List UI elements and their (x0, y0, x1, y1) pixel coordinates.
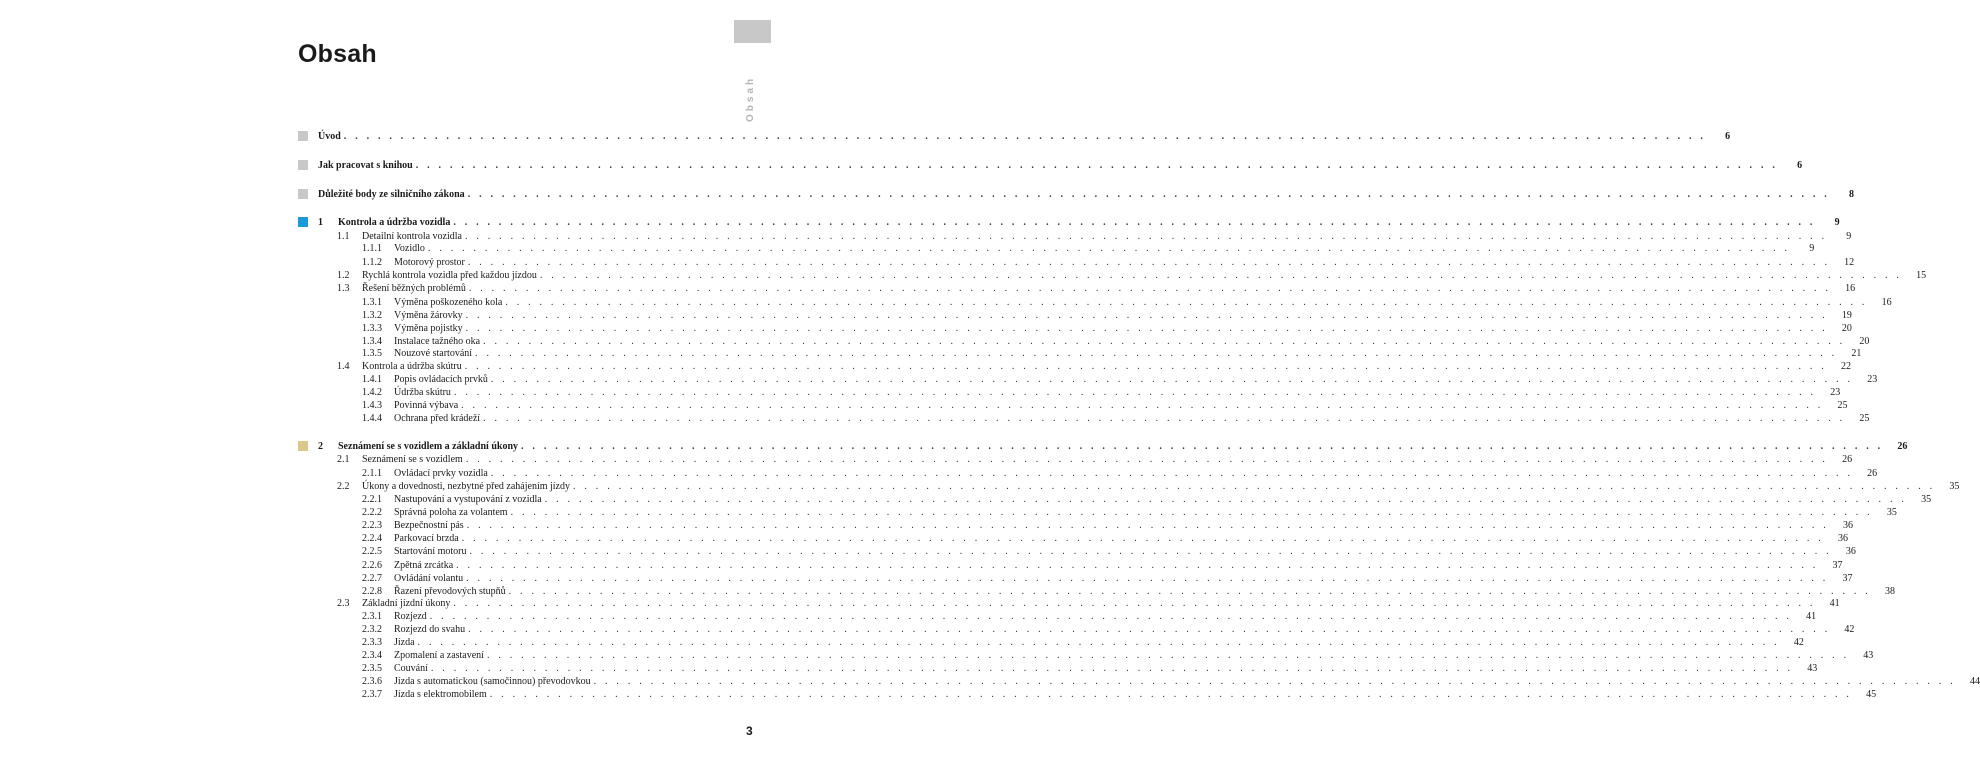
toc-entry[interactable] (362, 662, 1818, 675)
dot-leader: . . . . . . . . . . . . . . . . . . . . . . . . . . . . . . . . . . . . . . . . . . . . . . . . . . . . . . . . . . . . . . . . . . . . . . . . . . . . . . . . . . . . . . . . . . . . . . . . . . . . . . . . . . . . . . . . . . . . . . . . (429, 611, 1793, 622)
page-number: 3 (746, 724, 753, 738)
toc-entry-title: Detailní kontrola vozidla (362, 231, 462, 242)
toc-entry-title: Seznámení se s vozidlem (362, 454, 463, 465)
dot-leader: . . . . . . . . . . . . . . . . . . . . . . . . . . . . . . . . . . . . . . . . . . . . . . . . . . . . . . . . . . . . . . . . . . . . . . . . . . . . . . . . . . . . . . . . . . . . . . . . . . . . . . . . . . . . . . . . . . . . . . . . (508, 586, 1871, 597)
toc-entry[interactable] (362, 675, 1980, 688)
toc-entry[interactable] (362, 623, 1855, 636)
toc-entry-title: Nouzové startování (394, 348, 473, 359)
section-marker-gray (298, 189, 308, 199)
toc-entry-number: 2.2.5 (362, 546, 382, 557)
toc-entry-page: 42 (1844, 624, 1855, 635)
toc-entry-page: 26 (1897, 441, 1908, 452)
toc-entry-number: 1.4.3 (362, 400, 382, 411)
dot-leader: . . . . . . . . . . . . . . . . . . . . . . . . . . . . . . . . . . . . . . . . . . . . . . . . . . . . . . . . . . . . . . . . . . . . . . . . . . . . . . . . . . . . . . . . . . . . . . . . . . . . . . . . . . . . . . . . . . . . . . . . (453, 217, 1816, 228)
toc-entry-page: 12 (1844, 257, 1855, 268)
toc-entry-number: 1.4 (337, 361, 350, 372)
toc-entry-page: 25 (1837, 400, 1848, 411)
toc-entry-page: 16 (1845, 283, 1856, 294)
dot-leader: . . . . . . . . . . . . . . . . . . . . . . . . . . . . . . . . . . . . . . . . . . . . . . . . . . . . . . . . . . . . . . . . . . . . . . . . . . . . . . . . . . . . . . . . . . . . . . . . . . . . . . . . . . . . . . . . . . . . . . . . (468, 624, 1831, 635)
dot-leader: . . . . . . . . . . . . . . . . . . . . . . . . . . . . . . . . . . . . . . . . . . . . . . . . . . . . . . . . . . . . . . . . . . . . . . . . . . . . . . . . . . . . . . . . . . . . . . . . . . . . . . . . . . . . . . . . . . . . . . . . (453, 598, 1816, 609)
dot-leader: . . . . . . . . . . . . . . . . . . . . . . . . . . . . . . . . . . . . . . . . . . . . . . . . . . . . . . . . . . . . . . . . . . . . . . . . . . . . . . . . . . . . . . . . . . . . . . . . . . . . . . . . . . . . . . . . . . . . . . . . (544, 494, 1908, 505)
toc-entry-page: 37 (1832, 560, 1843, 571)
dot-leader: . . . . . . . . . . . . . . . . . . . . . . . . . . . . . . . . . . . . . . . . . . . . . . . . . . . . . . . . . . . . . . . . . . . . . . . . . . . . . . . . . . . . . . . . . . . . . . . . . . . . . . . . . . . . . . . . . . . . . . . . (466, 520, 1830, 531)
dot-leader: . . . . . . . . . . . . . . . . . . . . . . . . . . . . . . . . . . . . . . . . . . . . . . . . . . . . . . . . . . . . . . . . . . . . . . . . . . . . . . . . . . . . . . . . . . . . . . . . . . . . . . . . . . . . . . . . . . . . . . . . (489, 689, 1853, 700)
toc-entry[interactable] (337, 269, 1927, 282)
toc-entry-title: Jízda (394, 637, 415, 648)
dot-leader: . . . . . . . . . . . . . . . . . . . . . . . . . . . . . . . . . . . . . . . . . . . . . . . . . . . . . . . . . . . . . . . . . . . . . . . . . . . . . . . . . . . . . . . . . . . . . . . . . . . . . . . . . . . . . . . . . . . . . . . . (465, 310, 1828, 321)
toc-entry-page: 20 (1859, 336, 1870, 347)
toc-entry[interactable] (362, 347, 1862, 360)
toc-entry-number: 2.3.3 (362, 637, 382, 648)
dot-leader: . . . . . . . . . . . . . . . . . . . . . . . . . . . . . . . . . . . . . . . . . . . . . . . . . . . . . . . . . . . . . . . . . . . . . . . . . . . . . . . . . . . . . . . . . . . . . . . . . . . . . . . . . . . . . . . . . . . . . . . . (453, 387, 1817, 398)
toc-entry[interactable] (362, 519, 1854, 532)
toc-entry-page: 8 (1849, 189, 1854, 200)
side-running-label: Obsah (745, 75, 756, 122)
dot-leader: . . . . . . . . . . . . . . . . . . . . . . . . . . . . . . . . . . . . . . . . . . . . . . . . . . . . . . . . . . . . . . . . . . . . . . . . . . . . . . . . . . . . . . . . . . . . . . . . . . . . . . . . . . . . . . . . . . . . . . . . (461, 533, 1825, 544)
toc-entry-page: 26 (1842, 454, 1853, 465)
toc-entry[interactable] (362, 467, 1878, 480)
toc-entry-title: Výměna pojistky (394, 323, 463, 334)
dot-leader: . . . . . . . . . . . . . . . . . . . . . . . . . . . . . . . . . . . . . . . . . . . . . . . . . . . . . . . . . . . . . . . . . . . . . . . . . . . . . . . . . . . . . . . . . . . . . . . . . . . . . . . . . . . . . . . . . . . . . . . . (464, 361, 1828, 372)
dot-leader: . . . . . . . . . . . . . . . . . . . . . . . . . . . . . . . . . . . . . . . . . . . . . . . . . . . . . . . . . . . . . . . . . . . . . . . . . . . . . . . . . . . . . . . . . . . . . . . . . . . . . . . . . . . . . . . . . . . . . . . . (430, 663, 1794, 674)
toc-entry-number: 2.3.1 (362, 611, 382, 622)
toc-entry-title: Ovládání volantu (394, 573, 464, 584)
toc-entry-number: 2 (318, 441, 323, 452)
dot-leader: . . . . . . . . . . . . . . . . . . . . . . . . . . . . . . . . . . . . . . . . . . . . . . . . . . . . . . . . . . . . . . . . . . . . . . . . . . . . . . . . . . . . . . . . . . . . . . . . . . . . . . . . . . . . . . . . . . . . . . . . (427, 243, 1791, 254)
toc-entry-page: 35 (1886, 507, 1897, 518)
toc-entry[interactable] (337, 453, 1853, 466)
toc-entry-number: 1.2 (337, 270, 350, 281)
toc-entry-title: Vozidlo (394, 243, 425, 254)
toc-entry-number: 1.3.4 (362, 336, 382, 347)
toc-entry-page: 37 (1842, 573, 1853, 584)
toc-entry[interactable] (362, 322, 1852, 335)
dot-leader: . . . . . . . . . . . . . . . . . . . . . . . . . . . . . . . . . . . . . . . . . . . . . . . . . . . . . . . . . . . . . . . . . . . . . . . . . . . . . . . . . . . . . . . . . . . . . . . . . . . . . . . . . . . . . . . . . . . . . . . . (468, 283, 1832, 294)
dot-leader: . . . . . . . . . . . . . . . . . . . . . . . . . . . . . . . . . . . . . . . . . . . . . . . . . . . . . . . . . . . . . . . . . . . . . . . . . . . . . . . . . . . . . . . . . . . . . . . . . . . . . . . . . . . . . . . . . . . . . . . . (461, 400, 1824, 411)
toc-entry[interactable] (362, 242, 1815, 255)
toc-entry-number: 2.2.8 (362, 586, 382, 597)
toc-entry[interactable] (337, 597, 1840, 610)
toc-entry-page: 23 (1830, 387, 1841, 398)
dot-leader: . . . . . . . . . . . . . . . . . . . . . . . . . . . . . . . . . . . . . . . . . . . . . . . . . . . . . . . . . . . . . . . . . . . . . . . . . . . . . . . . . . . . . . . . . . . . . . . . . . . . . . . . . . . . . . . . . . . . . . . . (343, 131, 1707, 142)
toc-entry[interactable] (337, 480, 1960, 493)
toc-entry-page: 9 (1809, 243, 1815, 254)
toc-entry[interactable] (362, 545, 1856, 558)
toc-entry[interactable] (362, 688, 1877, 701)
toc-entry-number: 1.1.1 (362, 243, 382, 254)
toc-entry-number: 1.3.3 (362, 323, 382, 334)
toc-entry-page: 43 (1807, 663, 1818, 674)
toc-entry-page: 45 (1866, 689, 1877, 700)
toc-entry-number: 2.3.6 (362, 676, 382, 687)
toc-entry-number: 2.2.7 (362, 573, 382, 584)
toc-entry-number: 2.2.3 (362, 520, 382, 531)
dot-leader: . . . . . . . . . . . . . . . . . . . . . . . . . . . . . . . . . . . . . . . . . . . . . . . . . . . . . . . . . . . . . . . . . . . . . . . . . . . . . . . . . . . . . . . . . . . . . . . . . . . . . . . . . . . . . . . . . . . . . . . . (467, 257, 1831, 268)
section-marker-blue (298, 217, 308, 227)
toc-entry-number: 2.2.4 (362, 533, 382, 544)
toc-entry-page: 19 (1841, 310, 1852, 321)
toc-entry-title: Ochrana před krádeží (394, 413, 481, 424)
dot-leader: . . . . . . . . . . . . . . . . . . . . . . . . . . . . . . . . . . . . . . . . . . . . . . . . . . . . . . . . . . . . . . . . . . . . . . . . . . . . . . . . . . . . . . . . . . . . . . . . . . . . . . . . . . . . . . . . . . . . . . . . (466, 573, 1829, 584)
toc-entry[interactable] (362, 373, 1878, 386)
section-marker-gray (298, 131, 308, 141)
toc-entry-number: 2.2 (337, 481, 350, 492)
dot-leader: . . . . . . . . . . . . . . . . . . . . . . . . . . . . . . . . . . . . . . . . . . . . . . . . . . . . . . . . . . . . . . . . . . . . . . . . . . . . . . . . . . . . . . . . . . . . . . . . . . . . . . . . . . . . . . . . . . . . . . . . (467, 189, 1830, 200)
toc-entry-title: Úvod (318, 131, 341, 142)
section-marker-gray (298, 160, 308, 170)
toc-entry-page: 6 (1725, 131, 1731, 142)
toc-entry-number: 1.3.2 (362, 310, 382, 321)
toc-entry[interactable] (362, 412, 1870, 425)
toc-entry-title: Zpětná zrcátka (394, 560, 454, 571)
dot-leader: . . . . . . . . . . . . . . . . . . . . . . . . . . . . . . . . . . . . . . . . . . . . . . . . . . . . . . . . . . . . . . . . . . . . . . . . . . . . . . . . . . . . . . . . . . . . . . . . . . . . . . . . . . . . . . . . . . . . . . . . (539, 270, 1903, 281)
dot-leader: . . . . . . . . . . . . . . . . . . . . . . . . . . . . . . . . . . . . . . . . . . . . . . . . . . . . . . . . . . . . . . . . . . . . . . . . . . . . . . . . . . . . . . . . . . . . . . . . . . . . . . . . . . . . . . . . . . . . . . . . (456, 560, 1819, 571)
toc-entry-number: 2.1 (337, 454, 350, 465)
toc-entry-title: Údržba skútru (394, 387, 451, 398)
toc-entry[interactable] (362, 399, 1848, 412)
toc-entry-page: 6 (1797, 160, 1803, 171)
toc-entry-page: 36 (1845, 546, 1856, 557)
dot-leader: . . . . . . . . . . . . . . . . . . . . . . . . . . . . . . . . . . . . . . . . . . . . . . . . . . . . . . . . . . . . . . . . . . . . . . . . . . . . . . . . . . . . . . . . . . . . . . . . . . . . . . . . . . . . . . . . . . . . . . . . (593, 676, 1956, 687)
toc-entry-number: 1.1 (337, 231, 350, 242)
toc-entry-page: 41 (1806, 611, 1817, 622)
dot-leader: . . . . . . . . . . . . . . . . . . . . . . . . . . . . . . . . . . . . . . . . . . . . . . . . . . . . . . . . . . . . . . . . . . . . . . . . . . . . . . . . . . . . . . . . . . . . . . . . . . . . . . . . . . . . . . . . . . . . . . . . (465, 323, 1828, 334)
toc-entry-number: 1.1.2 (362, 257, 382, 268)
toc-entry-page: 36 (1838, 533, 1849, 544)
dot-leader: . . . . . . . . . . . . . . . . . . . . . . . . . . . . . . . . . . . . . . . . . . . . . . . . . . . . . . . . . . . . . . . . . . . . . . . . . . . . . . . . . . . . . . . . . . . . . . . . . . . . . . . . . . . . . . . . . . . . . . . . (417, 637, 1780, 648)
toc-entry-page: 9 (1834, 217, 1840, 228)
dot-leader: . . . . . . . . . . . . . . . . . . . . . . . . . . . . . . . . . . . . . . . . . . . . . . . . . . . . . . . . . . . . . . . . . . . . . . . . . . . . . . . . . . . . . . . . . . . . . . . . . . . . . . . . . . . . . . . . . . . . . . . . (415, 160, 1779, 171)
toc-entry[interactable] (362, 649, 1874, 662)
toc-entry[interactable] (362, 309, 1852, 322)
dot-leader: . . . . . . . . . . . . . . . . . . . . . . . . . . . . . . . . . . . . . . . . . . . . . . . . . . . . . . . . . . . . . . . . . . . . . . . . . . . . . . . . . . . . . . . . . . . . . . . . . . . . . . . . . . . . . . . . . . . . . . . . (465, 454, 1829, 465)
toc-entry-number: 1.4.1 (362, 374, 382, 385)
toc-entry-page: 16 (1881, 297, 1892, 308)
toc-entry-title: Rozjezd do svahu (394, 624, 466, 635)
toc-entry[interactable] (362, 610, 1817, 623)
toc-entry-number: 2.3.4 (362, 650, 382, 661)
toc-entry[interactable] (362, 532, 1849, 545)
dot-leader: . . . . . . . . . . . . . . . . . . . . . . . . . . . . . . . . . . . . . . . . . . . . . . . . . . . . . . . . . . . . . . . . . . . . . . . . . . . . . . . . . . . . . . . . . . . . . . . . . . . . . . . . . . . . . . . . . . . . . . . . (475, 348, 1838, 359)
toc-entry-page: 35 (1949, 481, 1960, 492)
toc-entry-title: Bezpečnostní pás (394, 520, 464, 531)
toc-entry-number: 2.3 (337, 598, 350, 609)
toc-entry-number: 1 (318, 217, 323, 228)
toc-entry-title: Couvání (394, 663, 428, 674)
dot-leader: . . . . . . . . . . . . . . . . . . . . . . . . . . . . . . . . . . . . . . . . . . . . . . . . . . . . . . . . . . . . . . . . . . . . . . . . . . . . . . . . . . . . . . . . . . . . . . . . . . . . . . . . . . . . . . . . . . . . . . . . (505, 297, 1868, 308)
toc-entry-page: 41 (1829, 598, 1840, 609)
toc-entry-title: Jízda s elektromobilem (394, 689, 487, 700)
toc-entry[interactable] (362, 559, 1843, 572)
toc-entry-page: 20 (1841, 323, 1852, 334)
toc-entry-title: Popis ovládacích prvků (394, 374, 488, 385)
toc-entry[interactable] (362, 256, 1855, 269)
toc-entry-title: Základní jízdní úkony (362, 598, 451, 609)
toc-entry[interactable] (362, 506, 1897, 519)
dot-leader: . . . . . . . . . . . . . . . . . . . . . . . . . . . . . . . . . . . . . . . . . . . . . . . . . . . . . . . . . . . . . . . . . . . . . . . . . . . . . . . . . . . . . . . . . . . . . . . . . . . . . . . . . . . . . . . . . . . . . . . . (483, 336, 1846, 347)
toc-entry-title: Rozjezd (394, 611, 427, 622)
toc-entry-number: 2.1.1 (362, 468, 382, 479)
toc-entry-title: Řazení převodových stupňů (394, 586, 506, 597)
dot-leader: . . . . . . . . . . . . . . . . . . . . . . . . . . . . . . . . . . . . . . . . . . . . . . . . . . . . . . . . . . . . . . . . . . . . . . . . . . . . . . . . . . . . . . . . . . . . . . . . . . . . . . . . . . . . . . . . . . . . . . . . (490, 468, 1854, 479)
toc-entry-page: 36 (1843, 520, 1854, 531)
dot-leader: . . . . . . . . . . . . . . . . . . . . . . . . . . . . . . . . . . . . . . . . . . . . . . . . . . . . . . . . . . . . . . . . . . . . . . . . . . . . . . . . . . . . . . . . . . . . . . . . . . . . . . . . . . . . . . . . . . . . . . . . (486, 650, 1850, 661)
toc-entry-page: 15 (1916, 270, 1927, 281)
toc-entry-page: 38 (1884, 586, 1895, 597)
dot-leader: . . . . . . . . . . . . . . . . . . . . . . . . . . . . . . . . . . . . . . . . . . . . . . . . . . . . . . . . . . . . . . . . . . . . . . . . . . . . . . . . . . . . . . . . . . . . . . . . . . . . . . . . . . . . . . . . . . . . . . . . (469, 546, 1832, 557)
toc-entry-title: Povinná výbava (394, 400, 459, 411)
toc-entry-title: Instalace tažného oka (394, 336, 481, 347)
toc-entry-title: Zpomalení a zastavení (394, 650, 484, 661)
toc-entry[interactable] (318, 440, 1908, 453)
toc-entry-title: Jízda s automatickou (samočinnou) převodovkou (394, 676, 591, 687)
toc-entry-title: Ovládací prvky vozidla (394, 468, 488, 479)
section-marker-gold (298, 441, 308, 451)
toc-entry[interactable] (362, 493, 1932, 506)
toc-entry-number: 1.4.2 (362, 387, 382, 398)
toc-entry-number: 2.2.2 (362, 507, 382, 518)
dot-leader: . . . . . . . . . . . . . . . . . . . . . . . . . . . . . . . . . . . . . . . . . . . . . . . . . . . . . . . . . . . . . . . . . . . . . . . . . . . . . . . . . . . . . . . . . . . . . . . . . . . . . . . . . . . . . . . . . . . . . . . . (510, 507, 1873, 518)
toc-entry-page: 44 (1969, 676, 1980, 687)
dot-leader: . . . . . . . . . . . . . . . . . . . . . . . . . . . . . . . . . . . . . . . . . . . . . . . . . . . . . . . . . . . . . . . . . . . . . . . . . . . . . . . . . . . . . . . . . . . . . . . . . . . . . . . . . . . . . . . . . . . . . . . . (483, 413, 1846, 424)
toc-entry-title: Parkovací brzda (394, 533, 459, 544)
toc-entry[interactable] (337, 282, 1856, 295)
toc-entry-page: 35 (1921, 494, 1932, 505)
toc-entry-page: 23 (1867, 374, 1878, 385)
toc-entry[interactable] (362, 386, 1841, 399)
toc-entry[interactable] (318, 188, 1854, 201)
toc-entry-page: 9 (1846, 231, 1852, 242)
toc-entry-page: 26 (1867, 468, 1878, 479)
toc-entry[interactable] (362, 572, 1853, 585)
toc-entry-page: 22 (1841, 361, 1852, 372)
toc-entry-number: 2.2.1 (362, 494, 382, 505)
toc-entry-number: 1.3.1 (362, 297, 382, 308)
toc-entry[interactable] (318, 130, 1731, 143)
toc-entry-number: 1.3.5 (362, 348, 382, 359)
toc-entry-title: Rychlá kontrola vozidla před každou jízdou (362, 270, 537, 281)
toc-entry-number: 2.2.6 (362, 560, 382, 571)
toc-entry-number: 2.3.7 (362, 689, 382, 700)
toc-entry-title: Úkony a dovednosti, nezbytné před zahájením jízdy (362, 481, 570, 492)
toc-entry-title: Kontrola a údržba skútru (362, 361, 462, 372)
toc-entry-title: Motorový prostor (394, 257, 465, 268)
toc-entry-page: 42 (1793, 637, 1804, 648)
toc-entry[interactable] (362, 636, 1804, 649)
toc-entry-title: Důležité body ze silničního zákona (318, 189, 465, 200)
toc-entry-title: Jak pracovat s knihou (318, 160, 413, 171)
toc-entry-number: 2.3.5 (362, 663, 382, 674)
toc-entry-title: Správná poloha za volantem (394, 507, 508, 518)
dot-leader: . . . . . . . . . . . . . . . . . . . . . . . . . . . . . . . . . . . . . . . . . . . . . . . . . . . . . . . . . . . . . . . . . . . . . . . . . . . . . . . . . . . . . . . . . . . . . . . . . . . . . . . . . . . . . . . . . . . . . . . . (464, 231, 1828, 242)
dot-leader: . . . . . . . . . . . . . . . . . . . . . . . . . . . . . . . . . . . . . . . . . . . . . . . . . . . . . . . . . . . . . . . . . . . . . . . . . . . . . . . . . . . . . . . . . . . . . . . . . . . . . . . . . . . . . . . . . . . . . . . . (573, 481, 1936, 492)
dot-leader: . . . . . . . . . . . . . . . . . . . . . . . . . . . . . . . . . . . . . . . . . . . . . . . . . . . . . . . . . . . . . . . . . . . . . . . . . . . . . . . . . . . . . . . . . . . . . . . . . . . . . . . . . . . . . . . . . . . . . . . . (490, 374, 1854, 385)
toc-entry-title: Nastupování a vystupování z vozidla (394, 494, 542, 505)
toc-entry-title: Startování motoru (394, 546, 467, 557)
toc-entry-number: 1.4.4 (362, 413, 382, 424)
toc-entry-number: 2.3.2 (362, 624, 382, 635)
toc-entry[interactable] (337, 360, 1852, 373)
toc-entry[interactable] (318, 216, 1840, 229)
toc-entry[interactable] (318, 159, 1803, 172)
toc-entry[interactable] (362, 296, 1892, 309)
toc-entry-title: Seznámení se s vozidlem a základní úkony (338, 441, 519, 452)
toc-entry-title: Řešení běžných problémů (362, 283, 466, 294)
toc-entry-title: Výměna žárovky (394, 310, 463, 321)
page-title: Obsah (298, 40, 377, 68)
toc-entry-page: 21 (1851, 348, 1862, 359)
toc-entry-title: Kontrola a údržba vozidla (338, 217, 451, 228)
toc-entry-page: 25 (1859, 413, 1870, 424)
toc-entry-page: 43 (1863, 650, 1874, 661)
dot-leader: . . . . . . . . . . . . . . . . . . . . . . . . . . . . . . . . . . . . . . . . . . . . . . . . . . . . . . . . . . . . . . . . . . . . . . . . . . . . . . . . . . . . . . . . . . . . . . . . . . . . . . . . . . . . . . . . . . . . . . . . (521, 441, 1884, 452)
toc-entry-title: Výměna poškozeného kola (394, 297, 503, 308)
toc-entry-number: 1.3 (337, 283, 350, 294)
